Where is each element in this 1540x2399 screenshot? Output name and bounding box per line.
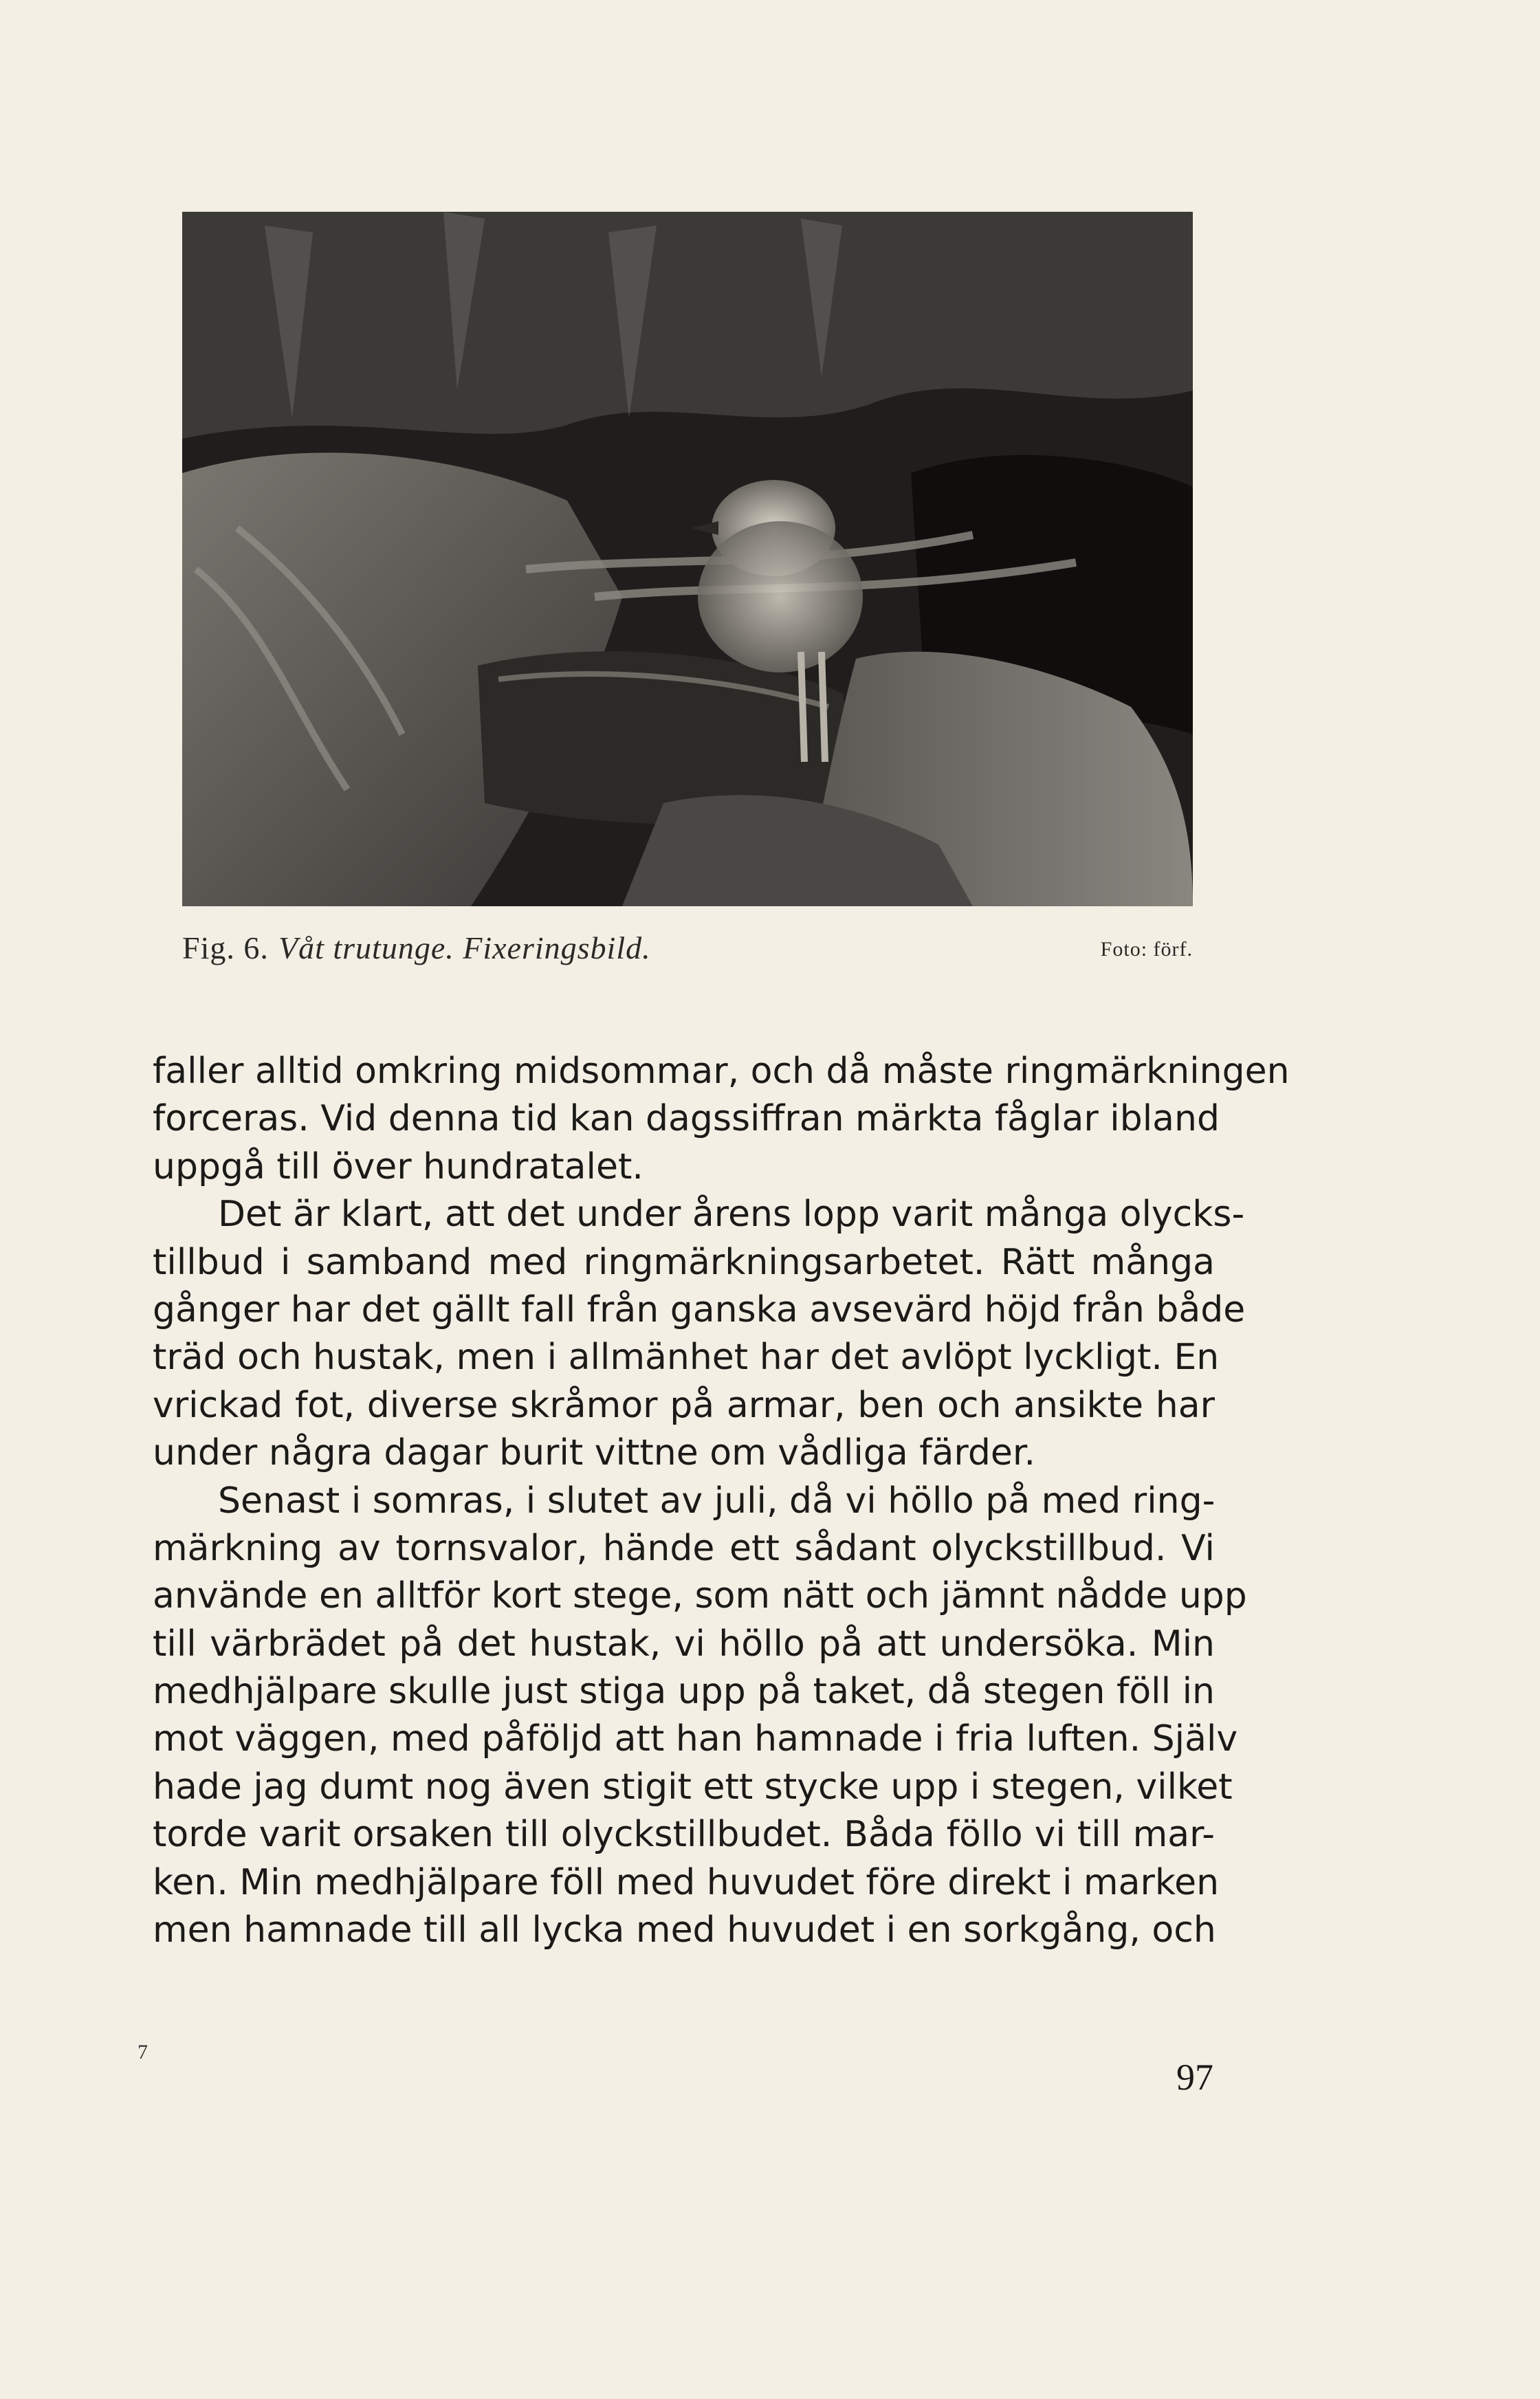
text-line: ken. Min medhjälpare föll med huvudet före direkt i marken [153,1861,1220,1903]
text-line: faller alltid omkring midsommar, och då måste ringmärkningen [153,1051,1290,1092]
figure-title: Våt trutunge. Fixeringsbild. [278,930,651,965]
text-line: använde en alltför kort stege, som nätt och jämnt nådde upp [153,1575,1247,1617]
text-line: under några dagar burit vittne om vådliga färder. [153,1432,1035,1474]
figure-photo [182,212,1193,906]
text-line: uppgå till över hundratalet. [153,1146,644,1187]
text-line: Det är klart, att det under årens lopp varit många olycks- [218,1194,1245,1236]
photo-credit: Foto: förf. [1100,938,1193,961]
text-line: märkning av tornsvalor, hände ett sådant olyckstillbud. Vi [153,1527,1215,1569]
text-line: vrickad fot, diverse skråmor på armar, ben och ansikte har [153,1384,1215,1426]
text-line: till värbrädet på det hustak, vi höllo på att undersöka. Min [153,1623,1215,1665]
text-line: mot väggen, med påföljd att han hamnade i fria luften. Själv [153,1718,1238,1760]
photo-image [182,212,1193,906]
page-number: 97 [1176,2057,1213,2098]
text-line: Senast i somras, i slutet av juli, då vi höllo på med ring- [218,1480,1216,1522]
signature-mark: 7 [138,2041,148,2063]
text-line: men hamnade till all lycka med huvudet i en sorkgång, och [153,1909,1216,1951]
text-line: torde varit orsaken till olyckstillbudet. Båda föllo vi till mar- [153,1814,1215,1856]
text-line: träd och hustak, men i allmänhet har det avlöpt lyckligt. En [153,1337,1220,1379]
text-line: hade jag dumt nog även stigit ett stycke upp i stegen, vilket [153,1766,1233,1808]
text-line: medhjälpare skulle just stiga upp på taket, då stegen föll in [153,1671,1215,1713]
text-line: tillbud i samband med ringmärkningsarbetet. Rätt många [153,1241,1215,1283]
text-line: gånger har det gällt fall från ganska avsevärd höjd från både [153,1289,1246,1330]
text-line: forceras. Vid denna tid kan dagssiffran märkta fåglar ibland [153,1098,1220,1140]
body-text [153,1048,1290,1954]
figure-caption [182,930,1193,971]
figure-label: Fig. 6. [182,930,269,965]
